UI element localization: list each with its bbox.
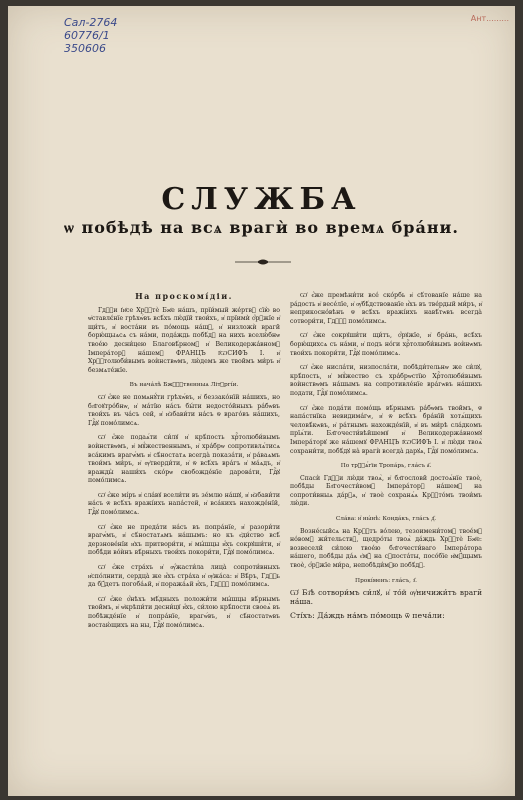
paragraph: Ѡ҆ є҆́же мі́ръ и҆ сла́вꙋ всели́ти въ зе́млю на́шꙋ, и҆ и҆збави́ти на́съ ѿ всѣ́хъ вражі́ихъ напа́стей, и҆ вса́кихъ нахожде́нїй, Гдⷭ҇ꙋ помо́лимсѧ. <box>88 491 280 517</box>
stamp-line: Сал-2764 <box>64 16 118 29</box>
corner-note: Ант......... <box>470 14 509 23</box>
stamp-line: 350606 <box>64 42 106 55</box>
section-subheading: По трⷭ҇ѧ́гїи Тропа́рь, гла́съ а҃. <box>340 463 432 470</box>
section-subheading: Въ нача́лѣ Бж҃ⷭ҇твенныѧ Літꙋргі́и. <box>129 382 239 389</box>
section-heading: На проскомі́діи. <box>135 291 233 301</box>
document-title: СЛУЖБА <box>161 182 362 217</box>
prokeimenon-line: Ѡ҆ Бз҃ѣ сотвори́мъ си́лꙋ, и҆ то́й ѹ҆ничижи́тъ враги̑ на́ша. <box>290 588 482 606</box>
archive-stamp <box>64 16 117 55</box>
paragraph: Ѡ҆ є҆́же подаѧ́ти си́лꙋ и҆ крѣ́пость хрⷭ҇толюби́вымъ воѝнствѡмъ, и҆ мꙋ́жественнымъ, и҆ хра́брѡ сопротивлѧ́тисѧ вса́кимъ врагѡ́мъ и҆ сѣ́ностатѧ всегда̀ показа́ти, и҆ ра́ваѧмъ твои́мъ ми́ръ, и҆ ѹ҆тверди́ти, и҆ ѿ всѣ́хъ вра́гъ и҆ ма́ѧдъ, и҆ вражды̀ наши́хъ ско́рѡ свобожде́нїе дарова́ти, Гдⷭ҇ꙋ помо́лимсѧ. <box>88 434 280 485</box>
section-subheading: Прокі́менъ: гла́съ, з҃. <box>355 577 417 584</box>
section-subheading: Сла́ва: и҆ ны́нѣ: Конда́къ, гла́съ д҃. <box>335 516 437 523</box>
paragraph: Ѡ҆ є҆́же стра́хъ и҆ ѹ҆́жасти́ла лица̀ сопроти́вныхъ и҆спо́лнити, сердца̀ же и҆́хъ стра́ха и҆ ѹ҆жа́са: и҆ Вѣ́ръ, Гдⷭ҇ь да бꙋ́детъ погоба́ѧй, и҆ поража́ѧй и҆́хъ, Гдⷭ҇ꙋ помо́лимсѧ. <box>88 564 280 589</box>
paragraph: Гдⷭ҇и І҆и҃се Хрⷭ҇тѐ Бж҃е на́шъ, прїи́мый же́ртвꙋ сїю̀ во ѡ҆ставлє́нїе грѣхѡ́въ всѣ́хъ лю́дїй твои́хъ, и҆ прїимѝ ѻ҆́рꙋжїе и҆ щи́тъ, и҆ воста́ни въ по́мощь на́шꙋ, и҆ низложѝ враги̑ борю́щыѧсѧ съ на́ми, пода́ждь побѣ́дꙋ на нихъ вселю́бнѡ твое́ю десни́цею Благовѣ́рномꙋ и҆ Великодержа́вномꙋ Імпера́торꙋ на́шемꙋ ФРАНЦЪ І͑ѠСИФЪ І. и҆ Хрⷭ҇толюби́вымъ воѝнствѡмъ, лю́демъ же твои̑мъ ми́ръ и҆ безмѧте́жїе. <box>88 306 280 374</box>
verse-line: Сті́хъ: Да́ждь на́мъ по́мощь ѿ печа́ли: <box>290 611 445 621</box>
paragraph: Ѡ҆ є҆́же не помѧнꙋ́ти грѣхѡ́въ, и҆ беззако́нїй на́шихъ, но бл҃гоꙋтро́бнѡ, и҆ ма́тїю на́съ бы́ти недосто́йныхъ ра́бѡвъ твои́хъ въ ча́съ сей, и҆ и҆збави́ти на́съ ѿ враго́въ на́шихъ, Гдⷭ҇ꙋ помо́лимсѧ. <box>88 393 280 427</box>
stamp-line: 60776/1 <box>64 29 110 42</box>
ornament-divider <box>235 258 291 266</box>
left-column <box>88 292 280 636</box>
paragraph: Спасѝ Гдⷭ҇и лю́ди твоѧ̀, и҆ бл҃гослови̑ достоѧ́нїе твоѐ, побѣ̀ды Бл҃гочести́вомꙋ Імпера́торꙋ на́шемꙋ на сопроти́вныѧ да́рꙋѧ, и҆ твоѐ сохранѧ́ѧ Крⷭ҇то́мъ твои́мъ лю́ди. <box>290 474 482 508</box>
paragraph: Ѡ҆ є҆́же не преда́ти на́съ въ попра́нїе, и҆ разори́ти врагѡ́мъ, и҆ сѣ́ностатѧмъ на́шымъ: но къ є҆ди́ство всѣ́ дерзнове́нїи и҆хъ притвори́ти, и҆ мы́шцы и҆́хъ сокрꙋши́ти, и҆ побѣ̀ди во́ѝнъ вѣ́рныхъ твои́хъ покори́ти, Гдⷭ҇ꙋ помо́лимсѧ. <box>88 523 280 557</box>
paragraph: Ѡ҆ є҆́же премѣни́ти все́ ско́рбь и҆ сѣ́тованїе на́ше на ра́дость и҆ весе́лїе, и҆ ѹ҆бѣ́дствованїе и҆́хъ въ тве́рдый ми́ръ, и҆ неприкосно́вѣнъ ѿ всѣ́хъ вражі́ихъ навѣ́тѡвъ всегда̀ сотвори́ти, Гдⷭ҇ꙋ помо́лимсѧ. <box>290 292 482 325</box>
paragraph: Ѡ҆ є҆́же нисла́ти, низпосла́ти, побѣди́тельнѡ же си́лꙋ, крѣ́пость, и҆ мꙋ́жество съ хра́брѡстїю Хрⷭ҇толюби́вымъ воѝнствѡмъ на́шымъ на сопротивле́нїе вра́гѡвъ на́шихъ подати, Гдⷭ҇ꙋ помо́лимсѧ. <box>290 364 482 397</box>
document-subtitle: ѡ побѣдѣ на всѧ врагѝ во времѧ бра́ни. <box>64 218 459 237</box>
paragraph: Ѡ҆ є҆́же пода́ти помо́щь вѣ́рнымъ ра́бѡмъ твои̑мъ, ѿ напа́стнїка невидима́гѡ, и҆ ѿ всѣ́хъ бра́нїй хотѧ́щихъ человѣ́кѡвъ, и҆ ра́тнымъ нахожде́нїй, и҆ въ ми́рѣ сла́дкомъ прїѧ́ти. Бл҃гочести́вѣйшемꙋ и҆ Великодержа́вномꙋ Імпера́торꙋ же на́шемꙋ ФРАНЦЪ І͑ѠСИФЪ І. и҆ лю́ди твоѧ̀ сохрани́ти, побѣ́дꙋ на̀ врагѝ всегда̀ дарꙋѧ, Гдⷭ҇ꙋ помо́лимсѧ. <box>290 404 482 455</box>
right-column <box>290 292 482 627</box>
paragraph: Ѡ҆ є҆́же сокрꙋши́ти щи́тъ, ѻ҆́рꙋжїе, и҆ бра́нь, всѣ́хъ борю́щихсѧ съ на́ми, и҆ подъ но́ги хрⷭ҇толюби́вымъ воѝнѡмъ твои́хъ покори́ти, Гдⷭ҇ꙋ помо́лимсѧ. <box>290 332 482 357</box>
paragraph: Возне́сыйсѧ на Крⷭ҇тъ во́лею, тезоимени́томꙋ твое́мꙋ но́вомꙋ жи́тельствꙋ, щедро́ты твоѧ̀ да́ждь Хрⷭ҇тѐ Бж҃е: возвесели̑ си́лою твое́ю бл҃гочести́ваго Імпера́тора на́шего, побѣ̀ды да́ѧ є҆мꙋ̀ на сꙋпоста́ты, посо́бїе и҆мꙋ́щымъ твоѐ, ѻ҆́рꙋжїе ми́ра, непобѣди́мꙋю побѣ́дꙋ. <box>290 527 482 570</box>
paragraph: Ѡ҆ є҆́же ѻ҆́нѣхъ мѣ́дныхъ положи́ти мы́шцы вѣ́рнымъ твои̑мъ, и҆ ѡ҆крѣпи́ти десни́цꙋ и҆́хъ, си́лою крѣ́пости своеѧ̀ въ побѣжде́нїе и҆ попра́нїе, врагѡ́въ, и҆ сѣ́ностатѡвъ востаю́щихъ на ны, Гдⷭ҇ꙋ помо́лимсѧ. <box>88 595 280 629</box>
